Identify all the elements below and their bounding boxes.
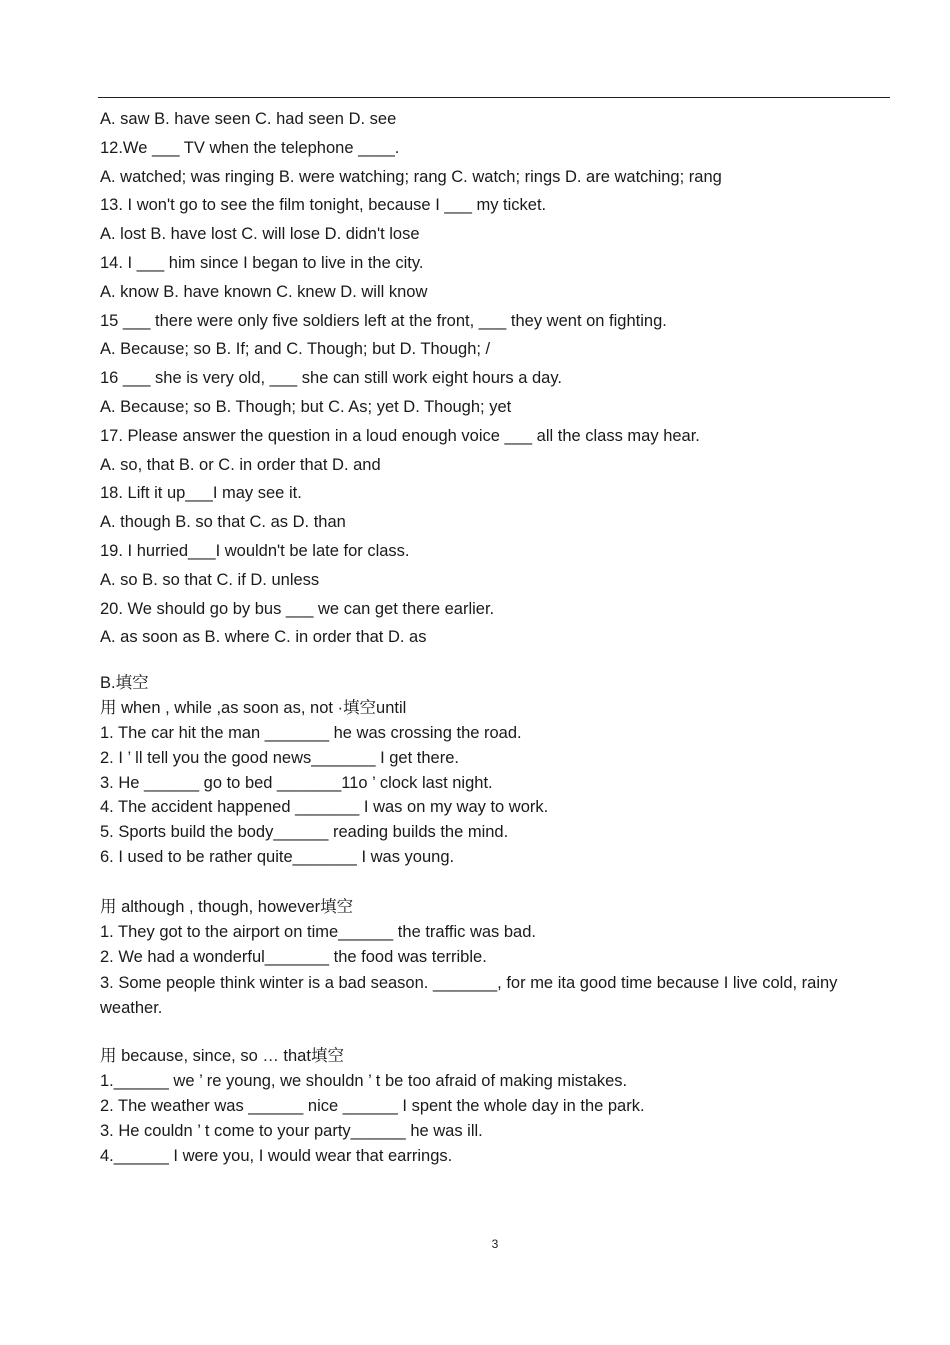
fill-item: 2. We had a wonderful_______ the food was terrible. xyxy=(100,947,487,966)
question-line: A. as soon as B. where C. in order that D. as xyxy=(100,628,427,647)
question-line: 17. Please answer the question in a loud enough voice ___ all the class may hear. xyxy=(100,426,700,445)
fill-item: 2. I ’ ll tell you the good news_______ I get there. xyxy=(100,748,459,767)
question-line: 15 ___ there were only five soldiers left at the front, ___ they went on fighting. xyxy=(100,311,667,330)
fill-item: 6. I used to be rather quite_______ I was young. xyxy=(100,848,455,867)
group-instruction: 用 when , while ,as soon as, not ·填空until xyxy=(100,698,407,717)
page-number: 3 xyxy=(491,1237,499,1251)
spacer xyxy=(100,871,890,896)
fill-item: 1.______ we ’ re young, we shouldn ’ t be too afraid of making mistakes. xyxy=(100,1072,628,1091)
section-heading: B.填空 xyxy=(100,674,149,692)
fill-item: 1. The car hit the man _______ he was crossing the road. xyxy=(100,723,522,742)
fill-item: 3. He couldn ’ t come to your party______ he was ill. xyxy=(100,1122,483,1141)
question-line: 12.We ___ TV when the telephone ____. xyxy=(100,138,400,157)
question-line: A. so B. so that C. if D. unless xyxy=(100,570,320,589)
question-line: A. so, that B. or C. in order that D. and xyxy=(100,455,381,474)
question-line: A. know B. have known C. knew D. will know xyxy=(100,282,428,301)
question-line: A. saw B. have seen C. had seen D. see xyxy=(100,110,397,128)
question-line: A. Because; so B. Though; but C. As; yet D. Though; yet xyxy=(100,397,512,416)
fill-item: 3. Some people think winter is a bad season. _______, for me ita good time because I live cold, rainy weather. xyxy=(100,973,838,1017)
fill-item: 4.______ I were you, I would wear that earrings. xyxy=(100,1146,453,1165)
spacer xyxy=(100,1021,890,1046)
fill-item: 2. The weather was ______ nice ______ I spent the whole day in the park. xyxy=(100,1097,645,1116)
question-line: 20. We should go by bus ___ we can get there earlier. xyxy=(100,599,495,618)
question-line: A. lost B. have lost C. will lose D. didn't lose xyxy=(100,225,420,244)
question-line: 16 ___ she is very old, ___ she can still work eight hours a day. xyxy=(100,369,562,388)
fill-item: 3. He ______ go to bed _______11o ’ clock last night. xyxy=(100,773,493,792)
group-instruction: 用 because, since, so … that填空 xyxy=(100,1047,344,1066)
question-line: 19. I hurried___I wouldn't be late for class. xyxy=(100,541,410,560)
fill-item: 5. Sports build the body______ reading builds the mind. xyxy=(100,823,509,842)
question-line: 14. I ___ him since I began to live in the city. xyxy=(100,253,424,272)
question-line: A. though B. so that C. as D. than xyxy=(100,513,346,532)
header-rule xyxy=(98,97,890,98)
fill-item: 4. The accident happened _______ I was on my way to work. xyxy=(100,798,549,817)
fill-item: 1. They got to the airport on time______ the traffic was bad. xyxy=(100,922,536,941)
multiple-choice-section xyxy=(100,108,890,655)
fill-in-section xyxy=(100,672,890,1170)
question-line: A. Because; so B. If; and C. Though; but D. Though; / xyxy=(100,340,491,359)
question-line: A. watched; was ringing B. were watching; rang C. watch; rings D. are watching; rang xyxy=(100,167,722,186)
group-instruction: 用 although , though, however填空 xyxy=(100,898,354,917)
question-line: 13. I won't go to see the film tonight, because I ___ my ticket. xyxy=(100,196,547,215)
question-line: 18. Lift it up___I may see it. xyxy=(100,484,302,503)
